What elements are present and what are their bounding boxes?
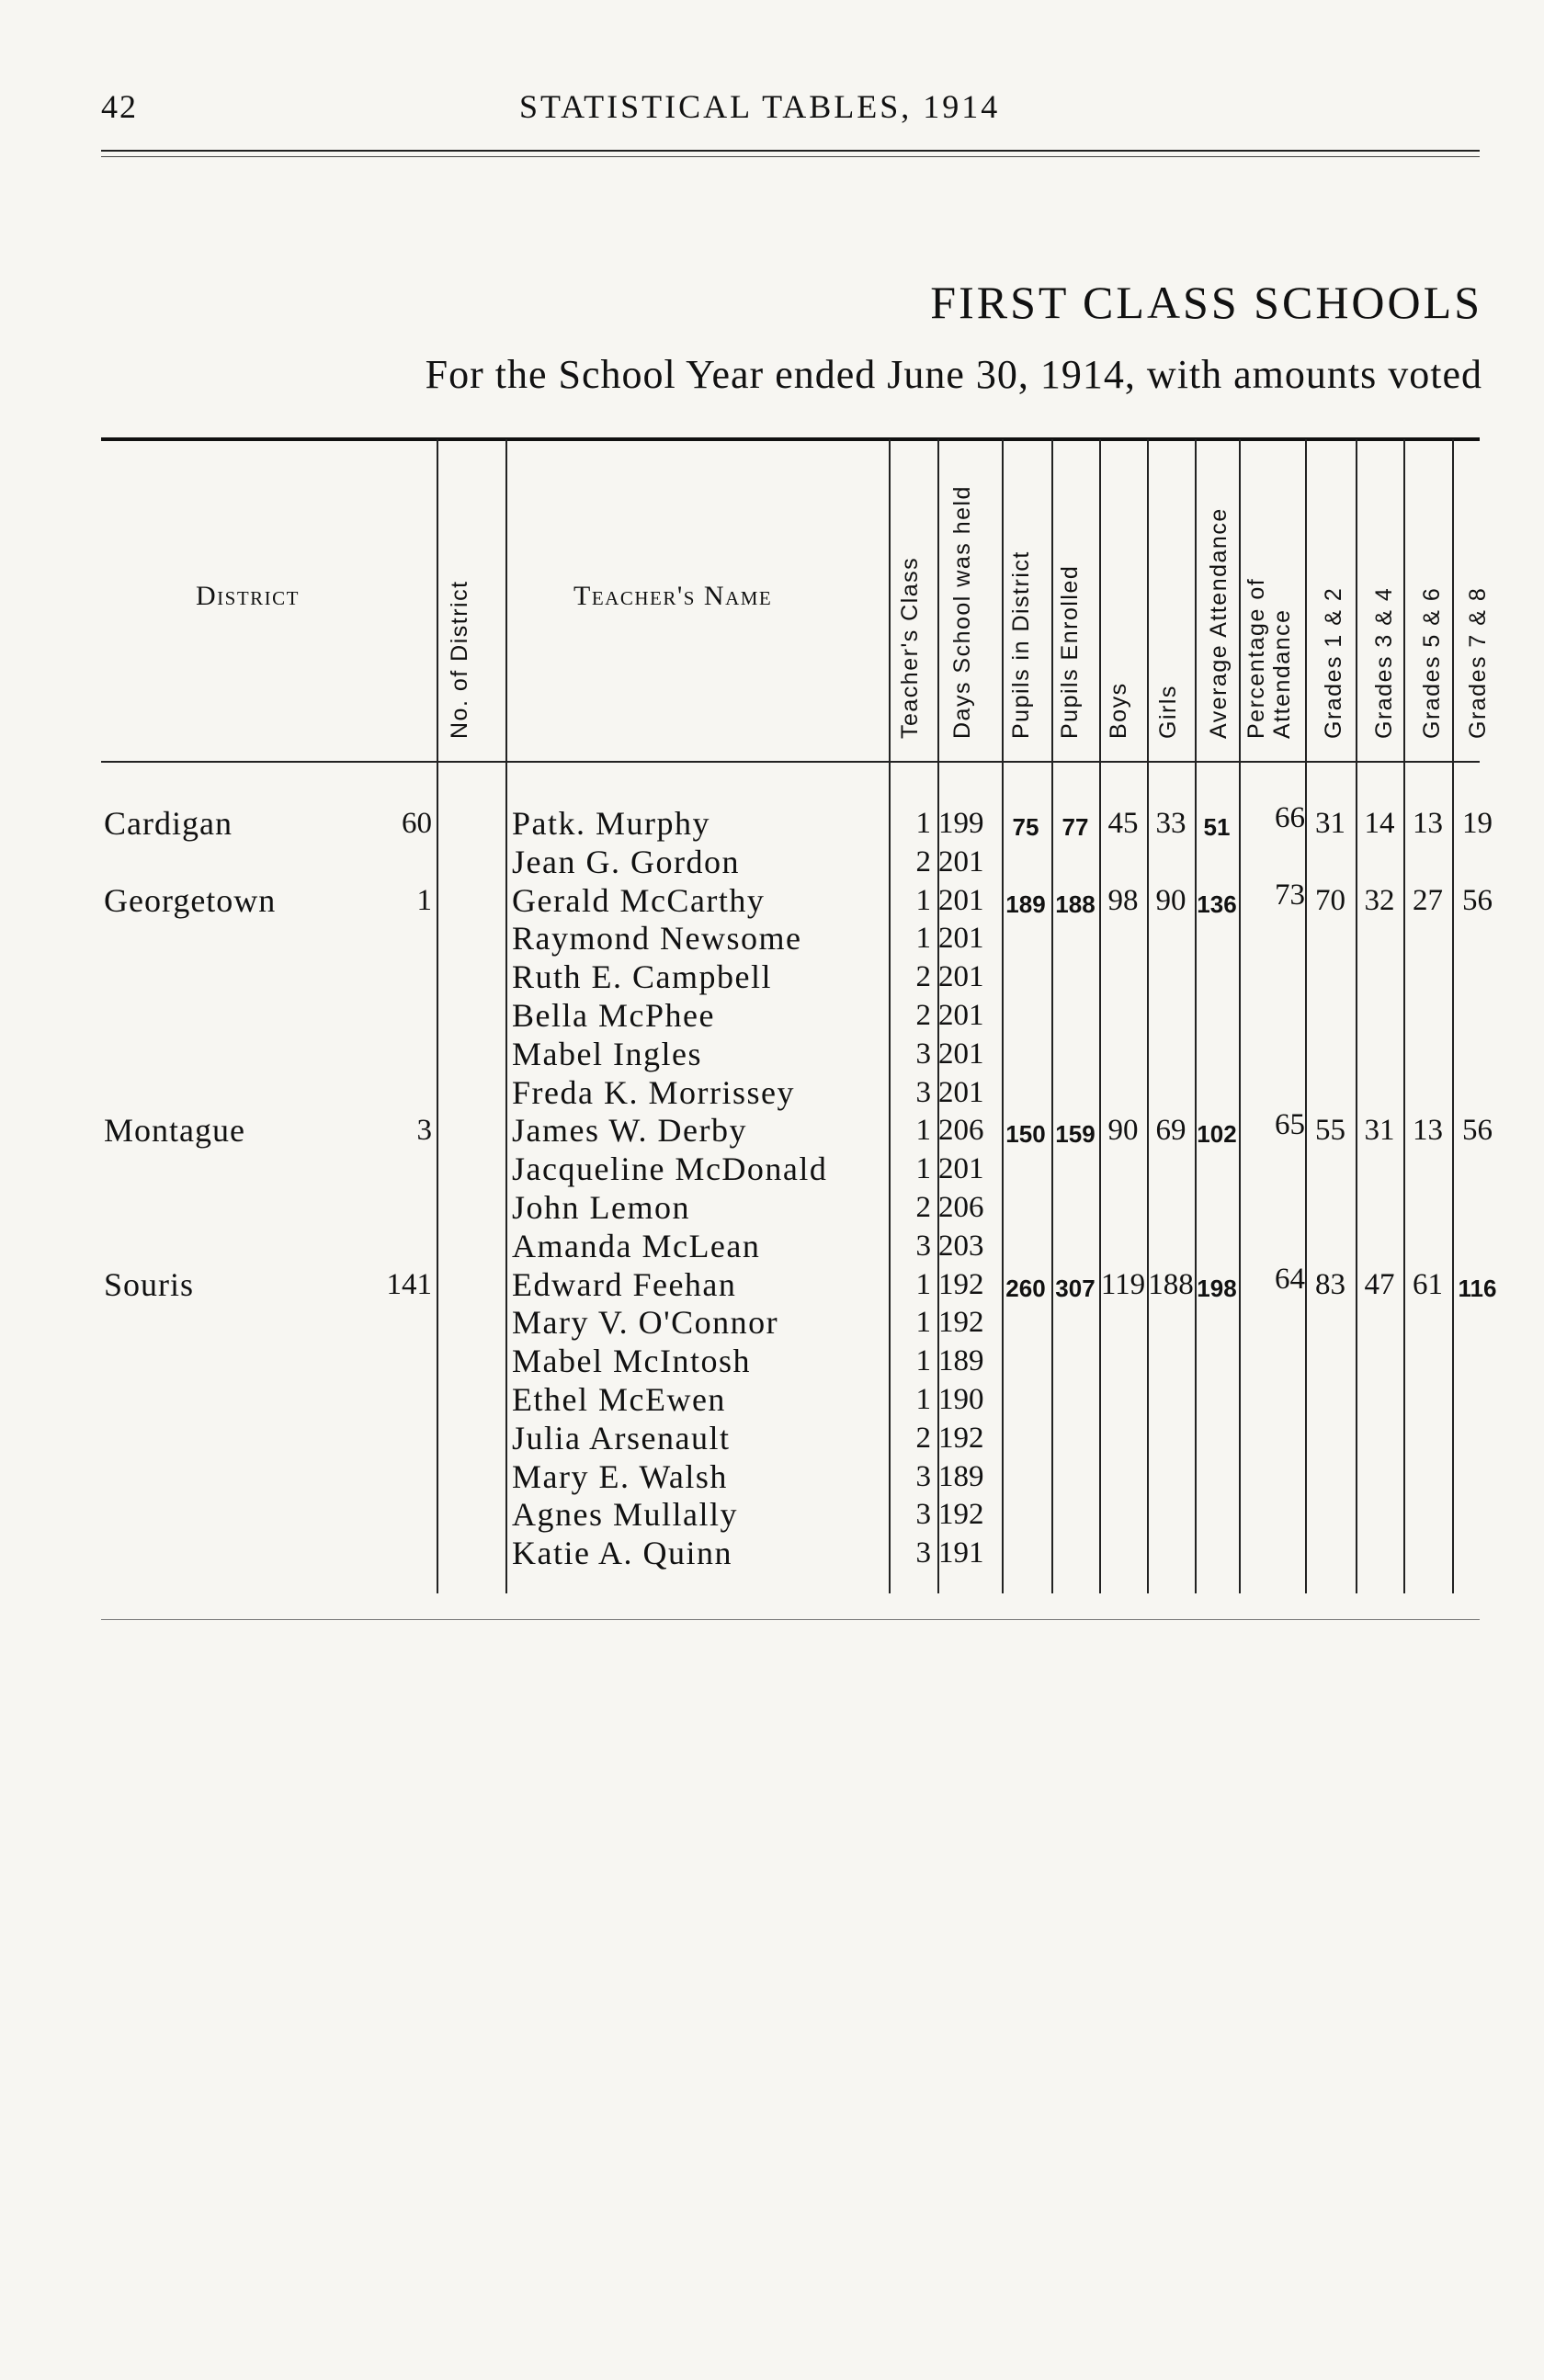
- district-number: 60: [402, 807, 432, 840]
- header-pupils-in-district: Pupils in District: [1008, 550, 1034, 739]
- teacher-class: 1: [915, 1114, 931, 1148]
- header-percentage-attendance: Percentage of Attendance: [1243, 577, 1295, 739]
- header-boys: Boys: [1106, 682, 1131, 739]
- boys-value: 119: [1100, 1267, 1146, 1301]
- boys-value: 98: [1107, 883, 1139, 917]
- pupils-enrolled-value: 307: [1055, 1274, 1096, 1302]
- teacher-class: 3: [915, 1459, 931, 1493]
- teacher-name: Edward Feehan: [512, 1265, 737, 1303]
- percentage-value: 65: [1275, 1108, 1305, 1142]
- grades-7-8-value: 116: [1458, 1274, 1497, 1302]
- pupils-in-district-value: 260: [1005, 1274, 1046, 1302]
- teacher-class: 1: [915, 1152, 931, 1186]
- teacher-class: 3: [915, 1075, 931, 1109]
- pupils-enrolled-value: 77: [1062, 813, 1089, 841]
- teacher-class: 2: [915, 1421, 931, 1455]
- days-held: 192: [938, 1306, 984, 1340]
- teacher-name: Gerald McCarthy: [512, 881, 766, 919]
- days-held: 201: [938, 960, 984, 994]
- teacher-name: Jacqueline McDonald: [512, 1150, 828, 1188]
- teacher-class: 1: [915, 807, 931, 840]
- section-title: FIRST CLASS SCHOOLS: [930, 277, 1482, 328]
- boys-value: 45: [1107, 807, 1139, 840]
- grades-1-2-value: 31: [1315, 807, 1345, 840]
- teacher-class: 1: [915, 922, 931, 956]
- teacher-name: Raymond Newsome: [512, 920, 802, 958]
- days-held: 201: [938, 922, 984, 956]
- header-rule: [101, 150, 1480, 157]
- grades-5-6-value: 61: [1413, 1267, 1443, 1301]
- header-grades-5-6: Grades 5 & 6: [1419, 586, 1445, 739]
- grades-3-4-value: 47: [1364, 1267, 1395, 1301]
- teacher-name: Julia Arsenault: [512, 1419, 731, 1456]
- average-attendance-value: 51: [1203, 813, 1231, 841]
- days-held: 201: [938, 1037, 984, 1071]
- pupils-in-district-value: 189: [1005, 890, 1046, 918]
- grades-1-2-value: 83: [1315, 1267, 1345, 1301]
- teacher-class: 2: [915, 960, 931, 994]
- page-number: 42: [101, 88, 138, 125]
- teacher-class: 3: [915, 1536, 931, 1570]
- days-held: 192: [938, 1498, 984, 1532]
- pupils-in-district-value: 75: [1012, 813, 1039, 841]
- days-held: 206: [938, 1191, 984, 1224]
- teacher-name: Amanda McLean: [512, 1227, 761, 1264]
- percentage-value: 73: [1275, 878, 1305, 912]
- header-days-held: Days School was held: [949, 485, 975, 739]
- header-bottom-rule: [101, 761, 1480, 763]
- column-divider: [1305, 439, 1307, 1593]
- section-subtitle: For the School Year ended June 30, 1914, with amounts voted: [425, 352, 1482, 397]
- district-number: 141: [386, 1267, 432, 1301]
- teacher-class: 3: [915, 1229, 931, 1263]
- teacher-class: 2: [915, 1191, 931, 1224]
- teacher-name: Mabel Ingles: [512, 1035, 702, 1072]
- pupils-enrolled-value: 159: [1055, 1120, 1096, 1149]
- header-district: District: [196, 581, 300, 611]
- teacher-name: Patk. Murphy: [512, 805, 710, 842]
- grades-1-2-value: 55: [1315, 1114, 1345, 1148]
- header-teachers-class: Teacher's Class: [897, 556, 923, 739]
- header-pupils-enrolled: Pupils Enrolled: [1057, 564, 1083, 739]
- grades-1-2-value: 70: [1315, 883, 1345, 917]
- teacher-class: 1: [915, 1267, 931, 1301]
- average-attendance-value: 102: [1197, 1120, 1237, 1149]
- header-grades-7-8: Grades 7 & 8: [1465, 586, 1491, 739]
- teacher-class: 1: [915, 1306, 931, 1340]
- days-held: 192: [938, 1421, 984, 1455]
- teacher-class: 3: [915, 1037, 931, 1071]
- days-held: 201: [938, 1075, 984, 1109]
- running-head: STATISTICAL TABLES, 1914: [519, 88, 1001, 125]
- district-name: Georgetown: [104, 881, 277, 919]
- district-number: 1: [416, 883, 432, 917]
- header-grades-1-2: Grades 1 & 2: [1321, 586, 1346, 739]
- teacher-name: Mary V. O'Connor: [512, 1304, 779, 1342]
- average-attendance-value: 136: [1197, 890, 1237, 918]
- girls-value: 90: [1155, 883, 1186, 917]
- girls-value: 69: [1155, 1114, 1186, 1148]
- column-divider: [505, 439, 507, 1593]
- teacher-name: Katie A. Quinn: [512, 1535, 732, 1572]
- boys-value: 90: [1107, 1114, 1139, 1148]
- header-teacher-name: Teacher's Name: [573, 581, 773, 611]
- average-attendance-value: 198: [1197, 1274, 1237, 1302]
- pupils-in-district-value: 150: [1005, 1120, 1046, 1149]
- district-name: Cardigan: [104, 805, 233, 842]
- district-name: Montague: [104, 1112, 245, 1150]
- teacher-class: 1: [915, 883, 931, 917]
- grades-7-8-value: 56: [1462, 883, 1493, 917]
- teacher-name: John Lemon: [512, 1189, 690, 1226]
- grades-5-6-value: 13: [1413, 1114, 1443, 1148]
- days-held: 192: [938, 1267, 984, 1301]
- days-held: 201: [938, 1152, 984, 1186]
- teacher-class: 1: [915, 1383, 931, 1416]
- days-held: 199: [938, 807, 984, 840]
- teacher-name: Mabel McIntosh: [512, 1343, 751, 1380]
- teacher-name: Jean G. Gordon: [512, 843, 740, 880]
- percentage-value: 66: [1275, 801, 1305, 834]
- grades-3-4-value: 32: [1364, 883, 1395, 917]
- table-top-rule: [101, 437, 1480, 441]
- days-held: 189: [938, 1344, 984, 1378]
- teacher-class: 1: [915, 1344, 931, 1378]
- grades-7-8-value: 19: [1462, 807, 1493, 840]
- header-no-of-district: No. of District: [447, 580, 472, 739]
- grades-5-6-value: 27: [1413, 883, 1443, 917]
- days-held: 206: [938, 1114, 984, 1148]
- district-name: Souris: [104, 1265, 195, 1303]
- days-held: 189: [938, 1459, 984, 1493]
- header-grades-3-4: Grades 3 & 4: [1371, 586, 1397, 739]
- days-held: 201: [938, 844, 984, 878]
- teacher-name: James W. Derby: [512, 1112, 747, 1150]
- days-held: 191: [938, 1536, 984, 1570]
- days-held: 190: [938, 1383, 984, 1416]
- district-number: 3: [416, 1114, 432, 1148]
- grades-5-6-value: 13: [1413, 807, 1443, 840]
- teacher-class: 2: [915, 999, 931, 1032]
- days-held: 201: [938, 883, 984, 917]
- grades-3-4-value: 14: [1364, 807, 1395, 840]
- teacher-class: 3: [915, 1498, 931, 1532]
- column-divider: [1195, 439, 1197, 1593]
- page-header: [101, 87, 1480, 133]
- grades-3-4-value: 31: [1364, 1114, 1395, 1148]
- teacher-class: 2: [915, 844, 931, 878]
- teacher-name: Ethel McEwen: [512, 1381, 726, 1418]
- grades-7-8-value: 56: [1462, 1114, 1493, 1148]
- table-bottom-rule: [101, 1619, 1480, 1620]
- teacher-name: Bella McPhee: [512, 997, 715, 1034]
- girls-value: 188: [1148, 1267, 1194, 1301]
- days-held: 201: [938, 999, 984, 1032]
- teacher-name: Ruth E. Campbell: [512, 958, 772, 996]
- teacher-name: Freda K. Morrissey: [512, 1073, 795, 1111]
- teacher-name: Mary E. Walsh: [512, 1457, 728, 1495]
- header-average-attendance: Average Attendance: [1206, 507, 1232, 739]
- days-held: 203: [938, 1229, 984, 1263]
- pupils-enrolled-value: 188: [1055, 890, 1096, 918]
- girls-value: 33: [1155, 807, 1186, 840]
- header-girls: Girls: [1155, 685, 1181, 739]
- teacher-name: Agnes Mullally: [512, 1496, 738, 1534]
- percentage-value: 64: [1275, 1262, 1305, 1296]
